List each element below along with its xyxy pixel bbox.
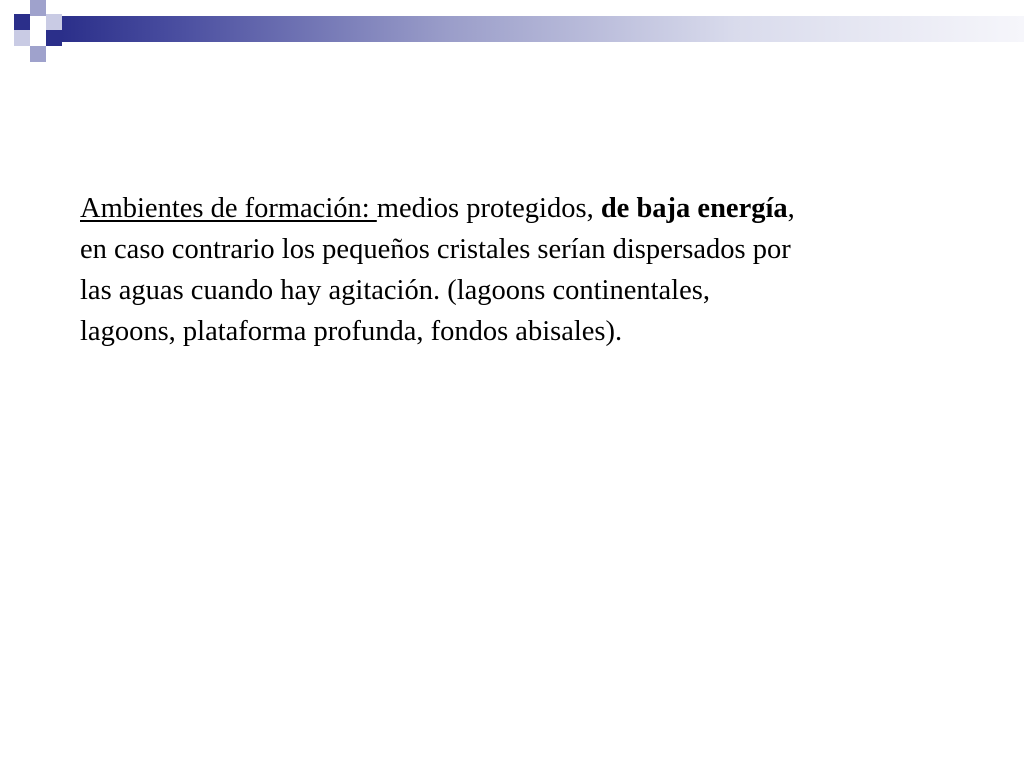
- bold-phrase: de baja energía: [600, 193, 788, 224]
- underlined-term: Ambientes de formación:: [80, 193, 377, 224]
- text-line: en caso contrario los pequeños cristales serían dispersados por: [80, 234, 791, 265]
- decor-square: [14, 30, 30, 46]
- decor-square: [30, 46, 46, 62]
- decor-square: [46, 30, 62, 46]
- text-line: lagoons, plataforma profunda, fondos abisales).: [80, 316, 623, 347]
- decor-square: [30, 0, 46, 16]
- header-gradient-bar: [62, 16, 1024, 42]
- text-line: las aguas cuando hay agitación. (lagoons continentales,: [80, 275, 710, 306]
- text-span: ,: [787, 193, 795, 224]
- text-line: [80, 188, 960, 229]
- decor-square: [14, 14, 30, 30]
- decor-square: [46, 14, 62, 30]
- text-span: medios protegidos,: [376, 193, 601, 224]
- slide-body-text: [80, 188, 960, 352]
